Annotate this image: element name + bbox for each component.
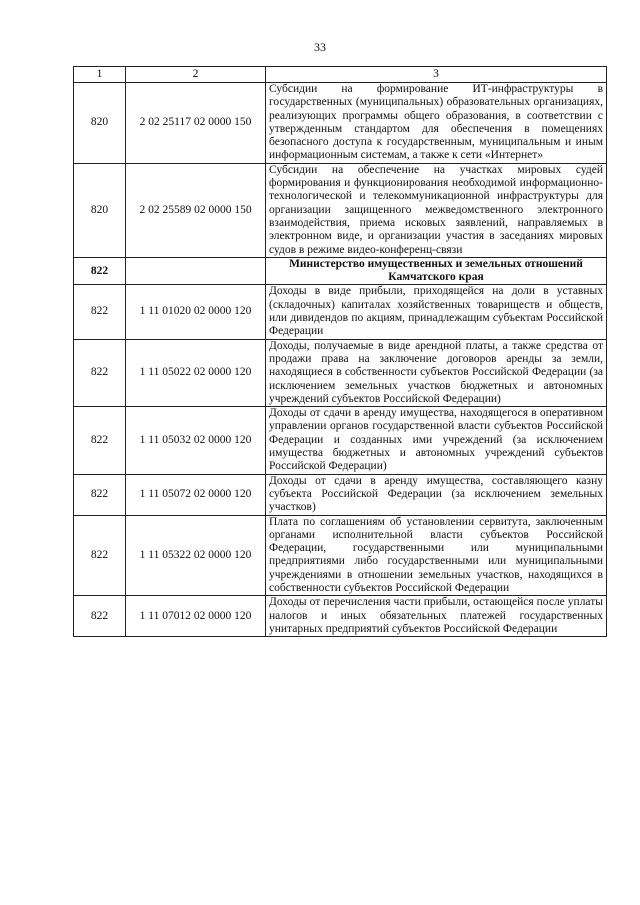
table-row — [74, 515, 607, 596]
budget-code-cell: 1 11 05022 02 0000 120 — [126, 339, 266, 406]
admin-code-cell: 822 — [74, 474, 126, 515]
budget-code-cell — [126, 257, 266, 285]
admin-code-cell: 822 — [74, 285, 126, 339]
admin-code-cell: 822 — [74, 596, 126, 637]
admin-code-cell: 820 — [74, 83, 126, 164]
budget-code-cell: 1 11 05072 02 0000 120 — [126, 474, 266, 515]
description-cell: Доходы от перечисления части прибыли, остающейся после уплаты налогов и иных обязательных платежей государственных унитарных предприятий субъектов Российской Федерации — [266, 596, 607, 637]
admin-code-cell: 822 — [74, 257, 126, 285]
table-row — [74, 407, 607, 474]
budget-code-cell: 2 02 25589 02 0000 150 — [126, 163, 266, 257]
table-header-row — [74, 67, 607, 83]
header-col-1: 1 — [74, 67, 126, 83]
description-cell: Доходы, получаемые в виде арендной платы, а также средства от продажи права на заключение договоров аренды за земли, находящиеся в собственности субъектов Российской Федерации (за исключением земельных участков бюджетных и автономных учреждений субъектов Российской Федерации) — [266, 339, 607, 406]
table-row — [74, 339, 607, 406]
description-cell: Субсидии на обеспечение на участках мировых судей формирования и функционирования необходимой информационно-технологической и телекоммуникационной инфраструктуры для организации защищенного межведомственного электронного взаимодействия, приема исковых заявлений, направляемых в электронном виде, и организации участия в заседаниях мировых судов в режиме видео-конференц-связи — [266, 163, 607, 257]
description-cell: Плата по соглашениям об установлении сервитута, заключенным органами исполнительной власти субъектов Российской Федерации, государственными или муниципальными предприятиями либо государственными или муниципальными учреждениями в отношении земельных участков, находящихся в собственности субъектов Российской Федерации — [266, 515, 607, 596]
table-row — [74, 83, 607, 164]
budget-code-cell: 1 11 05322 02 0000 120 — [126, 515, 266, 596]
admin-code-cell: 820 — [74, 163, 126, 257]
budget-code-cell: 2 02 25117 02 0000 150 — [126, 83, 266, 164]
description-cell: Доходы от сдачи в аренду имущества, находящегося в оперативном управлении органов государственной власти субъектов Российской Федерации и созданных ими учреждений (за исключением имущества бюджетных и автономных учреждений субъектов Российской Федерации) — [266, 407, 607, 474]
admin-code-cell: 822 — [74, 515, 126, 596]
budget-code-cell: 1 11 01020 02 0000 120 — [126, 285, 266, 339]
header-col-3: 3 — [266, 67, 607, 83]
section-row — [74, 257, 607, 285]
table-row — [74, 163, 607, 257]
description-cell: Доходы от сдачи в аренду имущества, составляющего казну субъекта Российской Федерации (за исключением земельных участков) — [266, 474, 607, 515]
admin-code-cell: 822 — [74, 407, 126, 474]
budget-code-cell: 1 11 07012 02 0000 120 — [126, 596, 266, 637]
description-cell: Доходы в виде прибыли, приходящейся на доли в уставных (складочных) капиталах хозяйственных товариществ и обществ, или дивидендов по акциям, принадлежащим субъектам Российской Федерации — [266, 285, 607, 339]
header-col-2: 2 — [126, 67, 266, 83]
admin-code-cell: 822 — [74, 339, 126, 406]
table-row — [74, 285, 607, 339]
description-cell: Субсидии на формирование ИТ-инфраструктуры в государственных (муниципальных) образовательных организациях, реализующих программы общего образования, в соответствии с утвержденным стандартом для обеспечения в помещениях безопасного доступа к государственным, муниципальным и иным информационным системам, а также к сети «Интернет» — [266, 83, 607, 164]
table-row — [74, 474, 607, 515]
page-number: 33 — [314, 40, 326, 54]
section-title-cell: Министерство имущественных и земельных отношений Камчатского края — [266, 257, 607, 285]
budget-code-cell: 1 11 05032 02 0000 120 — [126, 407, 266, 474]
revenue-codes-table — [73, 66, 607, 637]
table-row — [74, 596, 607, 637]
